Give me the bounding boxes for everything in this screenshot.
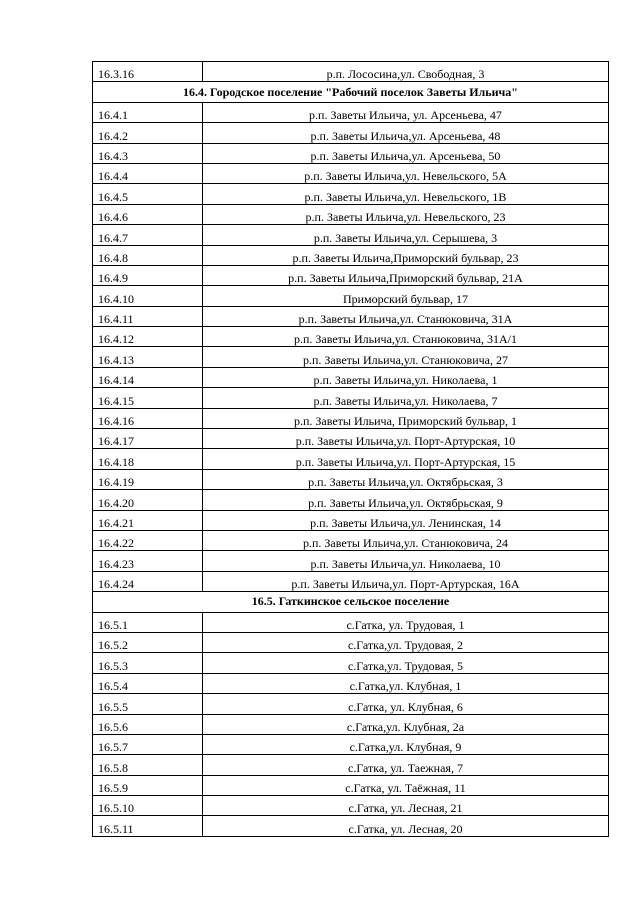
row-number: 16.4.20 <box>93 490 203 510</box>
row-address: р.п. Заветы Ильича,ул. Невельского, 23 <box>203 204 609 224</box>
table-row <box>93 571 609 591</box>
table-row <box>93 469 609 489</box>
table-row <box>93 816 609 836</box>
row-address: р.п. Заветы Ильича, Приморский бульвар, 1 <box>203 408 609 428</box>
row-address: р.п. Заветы Ильича,ул. Арсеньева, 48 <box>203 123 609 143</box>
row-address: р.п. Заветы Ильича,ул. Порт-Артурская, 15 <box>203 449 609 469</box>
table-row <box>93 347 609 367</box>
row-number: 16.4.5 <box>93 184 203 204</box>
row-number: 16.4.15 <box>93 388 203 408</box>
row-address: с.Гатка, ул. Клубная, 6 <box>203 694 609 714</box>
row-number: 16.5.2 <box>93 632 203 652</box>
row-number: 16.4.3 <box>93 143 203 163</box>
row-address: Приморский бульвар, 17 <box>203 286 609 306</box>
address-table <box>92 61 609 837</box>
row-number: 16.4.18 <box>93 449 203 469</box>
row-address: р.п. Заветы Ильича,ул. Ленинская, 14 <box>203 510 609 530</box>
table-row <box>93 143 609 163</box>
row-number: 16.5.7 <box>93 734 203 754</box>
row-address: р.п. Заветы Ильича,Приморский бульвар, 23 <box>203 245 609 265</box>
row-number: 16.5.8 <box>93 755 203 775</box>
row-address: с.Гатка, ул. Лесная, 20 <box>203 816 609 836</box>
table-row <box>93 388 609 408</box>
row-number: 16.4.22 <box>93 530 203 550</box>
table-row <box>93 775 609 795</box>
table-row <box>93 755 609 775</box>
table-row <box>93 225 609 245</box>
row-address: с.Гатка, ул. Лесная, 21 <box>203 796 609 816</box>
table-row <box>93 62 609 82</box>
row-number: 16.5.11 <box>93 816 203 836</box>
row-number: 16.4.16 <box>93 408 203 428</box>
table-row <box>93 796 609 816</box>
row-number: 16.4.11 <box>93 306 203 326</box>
row-number: 16.4.1 <box>93 102 203 122</box>
table-row <box>93 551 609 571</box>
table-row <box>93 367 609 387</box>
row-number: 16.4.7 <box>93 225 203 245</box>
table-row <box>93 653 609 673</box>
row-number: 16.5.5 <box>93 694 203 714</box>
row-address: с.Гатка, ул. Трудовая, 1 <box>203 612 609 632</box>
row-address: с.Гатка, ул. Таежная, 7 <box>203 755 609 775</box>
row-address: р.п. Заветы Ильича,ул. Серышева, 3 <box>203 225 609 245</box>
table-row <box>93 245 609 265</box>
table-row <box>93 408 609 428</box>
row-address: с.Гатка,ул. Трудовая, 5 <box>203 653 609 673</box>
table-row <box>93 163 609 183</box>
row-number: 16.4.23 <box>93 551 203 571</box>
table-row <box>93 265 609 285</box>
row-address: р.п. Заветы Ильича,ул. Николаева, 7 <box>203 388 609 408</box>
row-address: р.п. Заветы Ильича,ул. Порт-Артурская, 10 <box>203 429 609 449</box>
row-number: 16.4.21 <box>93 510 203 530</box>
table-row <box>93 632 609 652</box>
table-row <box>93 184 609 204</box>
row-address: р.п. Заветы Ильича, ул. Арсеньева, 47 <box>203 102 609 122</box>
row-address: р.п. Заветы Ильича,ул. Октябрьская, 9 <box>203 490 609 510</box>
table-row <box>93 123 609 143</box>
row-address: с.Гатка,ул. Трудовая, 2 <box>203 632 609 652</box>
table-row <box>93 714 609 734</box>
table-row <box>93 673 609 693</box>
row-address: р.п. Заветы Ильича,ул. Станюковича, 27 <box>203 347 609 367</box>
row-address: с.Гатка, ул. Таёжная, 11 <box>203 775 609 795</box>
row-number: 16.5.9 <box>93 775 203 795</box>
row-number: 16.4.6 <box>93 204 203 224</box>
row-address: р.п. Заветы Ильича,ул. Николаева, 10 <box>203 551 609 571</box>
row-number: 16.4.9 <box>93 265 203 285</box>
table-row <box>93 449 609 469</box>
row-address: с.Гатка,ул. Клубная, 2а <box>203 714 609 734</box>
table-row <box>93 510 609 530</box>
row-address: р.п. Заветы Ильича,ул. Октябрьская, 3 <box>203 469 609 489</box>
section-heading: 16.4. Городское поселение "Рабочий поселок Заветы Ильича" <box>93 82 609 102</box>
row-address: р.п. Заветы Ильича,ул. Невельского, 5А <box>203 163 609 183</box>
table-row <box>93 612 609 632</box>
table-row <box>93 429 609 449</box>
row-number: 16.4.12 <box>93 327 203 347</box>
row-number: 16.5.3 <box>93 653 203 673</box>
section-heading-row <box>93 592 609 612</box>
row-address: р.п. Заветы Ильича,ул. Арсеньева, 50 <box>203 143 609 163</box>
row-number: 16.5.1 <box>93 612 203 632</box>
row-address: р.п. Заветы Ильича,ул. Порт-Артурская, 16А <box>203 571 609 591</box>
table-row <box>93 327 609 347</box>
row-address: р.п. Лососина,ул. Свободная, 3 <box>203 62 609 82</box>
table-row <box>93 530 609 550</box>
row-address: р.п. Заветы Ильича,ул. Николаева, 1 <box>203 367 609 387</box>
row-address: р.п. Заветы Ильича,ул. Станюковича, 31А/1 <box>203 327 609 347</box>
row-number: 16.3.16 <box>93 62 203 82</box>
row-number: 16.4.17 <box>93 429 203 449</box>
row-number: 16.4.19 <box>93 469 203 489</box>
row-number: 16.4.13 <box>93 347 203 367</box>
row-address: р.п. Заветы Ильича,ул. Станюковича, 31А <box>203 306 609 326</box>
row-address: с.Гатка,ул. Клубная, 9 <box>203 734 609 754</box>
row-number: 16.4.14 <box>93 367 203 387</box>
row-number: 16.4.10 <box>93 286 203 306</box>
table-row <box>93 490 609 510</box>
row-address: р.п. Заветы Ильича,Приморский бульвар, 21А <box>203 265 609 285</box>
section-heading: 16.5. Гаткинское сельское поселение <box>93 592 609 612</box>
row-number: 16.4.4 <box>93 163 203 183</box>
table-row <box>93 306 609 326</box>
table-row <box>93 204 609 224</box>
row-address: р.п. Заветы Ильича,ул. Невельского, 1В <box>203 184 609 204</box>
row-address: с.Гатка,ул. Клубная, 1 <box>203 673 609 693</box>
row-number: 16.5.4 <box>93 673 203 693</box>
address-table-body <box>93 62 609 837</box>
row-number: 16.4.8 <box>93 245 203 265</box>
table-row <box>93 286 609 306</box>
row-number: 16.5.10 <box>93 796 203 816</box>
table-row <box>93 734 609 754</box>
section-heading-row <box>93 82 609 102</box>
row-address: р.п. Заветы Ильича,ул. Станюковича, 24 <box>203 530 609 550</box>
table-row <box>93 102 609 122</box>
table-row <box>93 694 609 714</box>
row-number: 16.5.6 <box>93 714 203 734</box>
row-number: 16.4.24 <box>93 571 203 591</box>
row-number: 16.4.2 <box>93 123 203 143</box>
